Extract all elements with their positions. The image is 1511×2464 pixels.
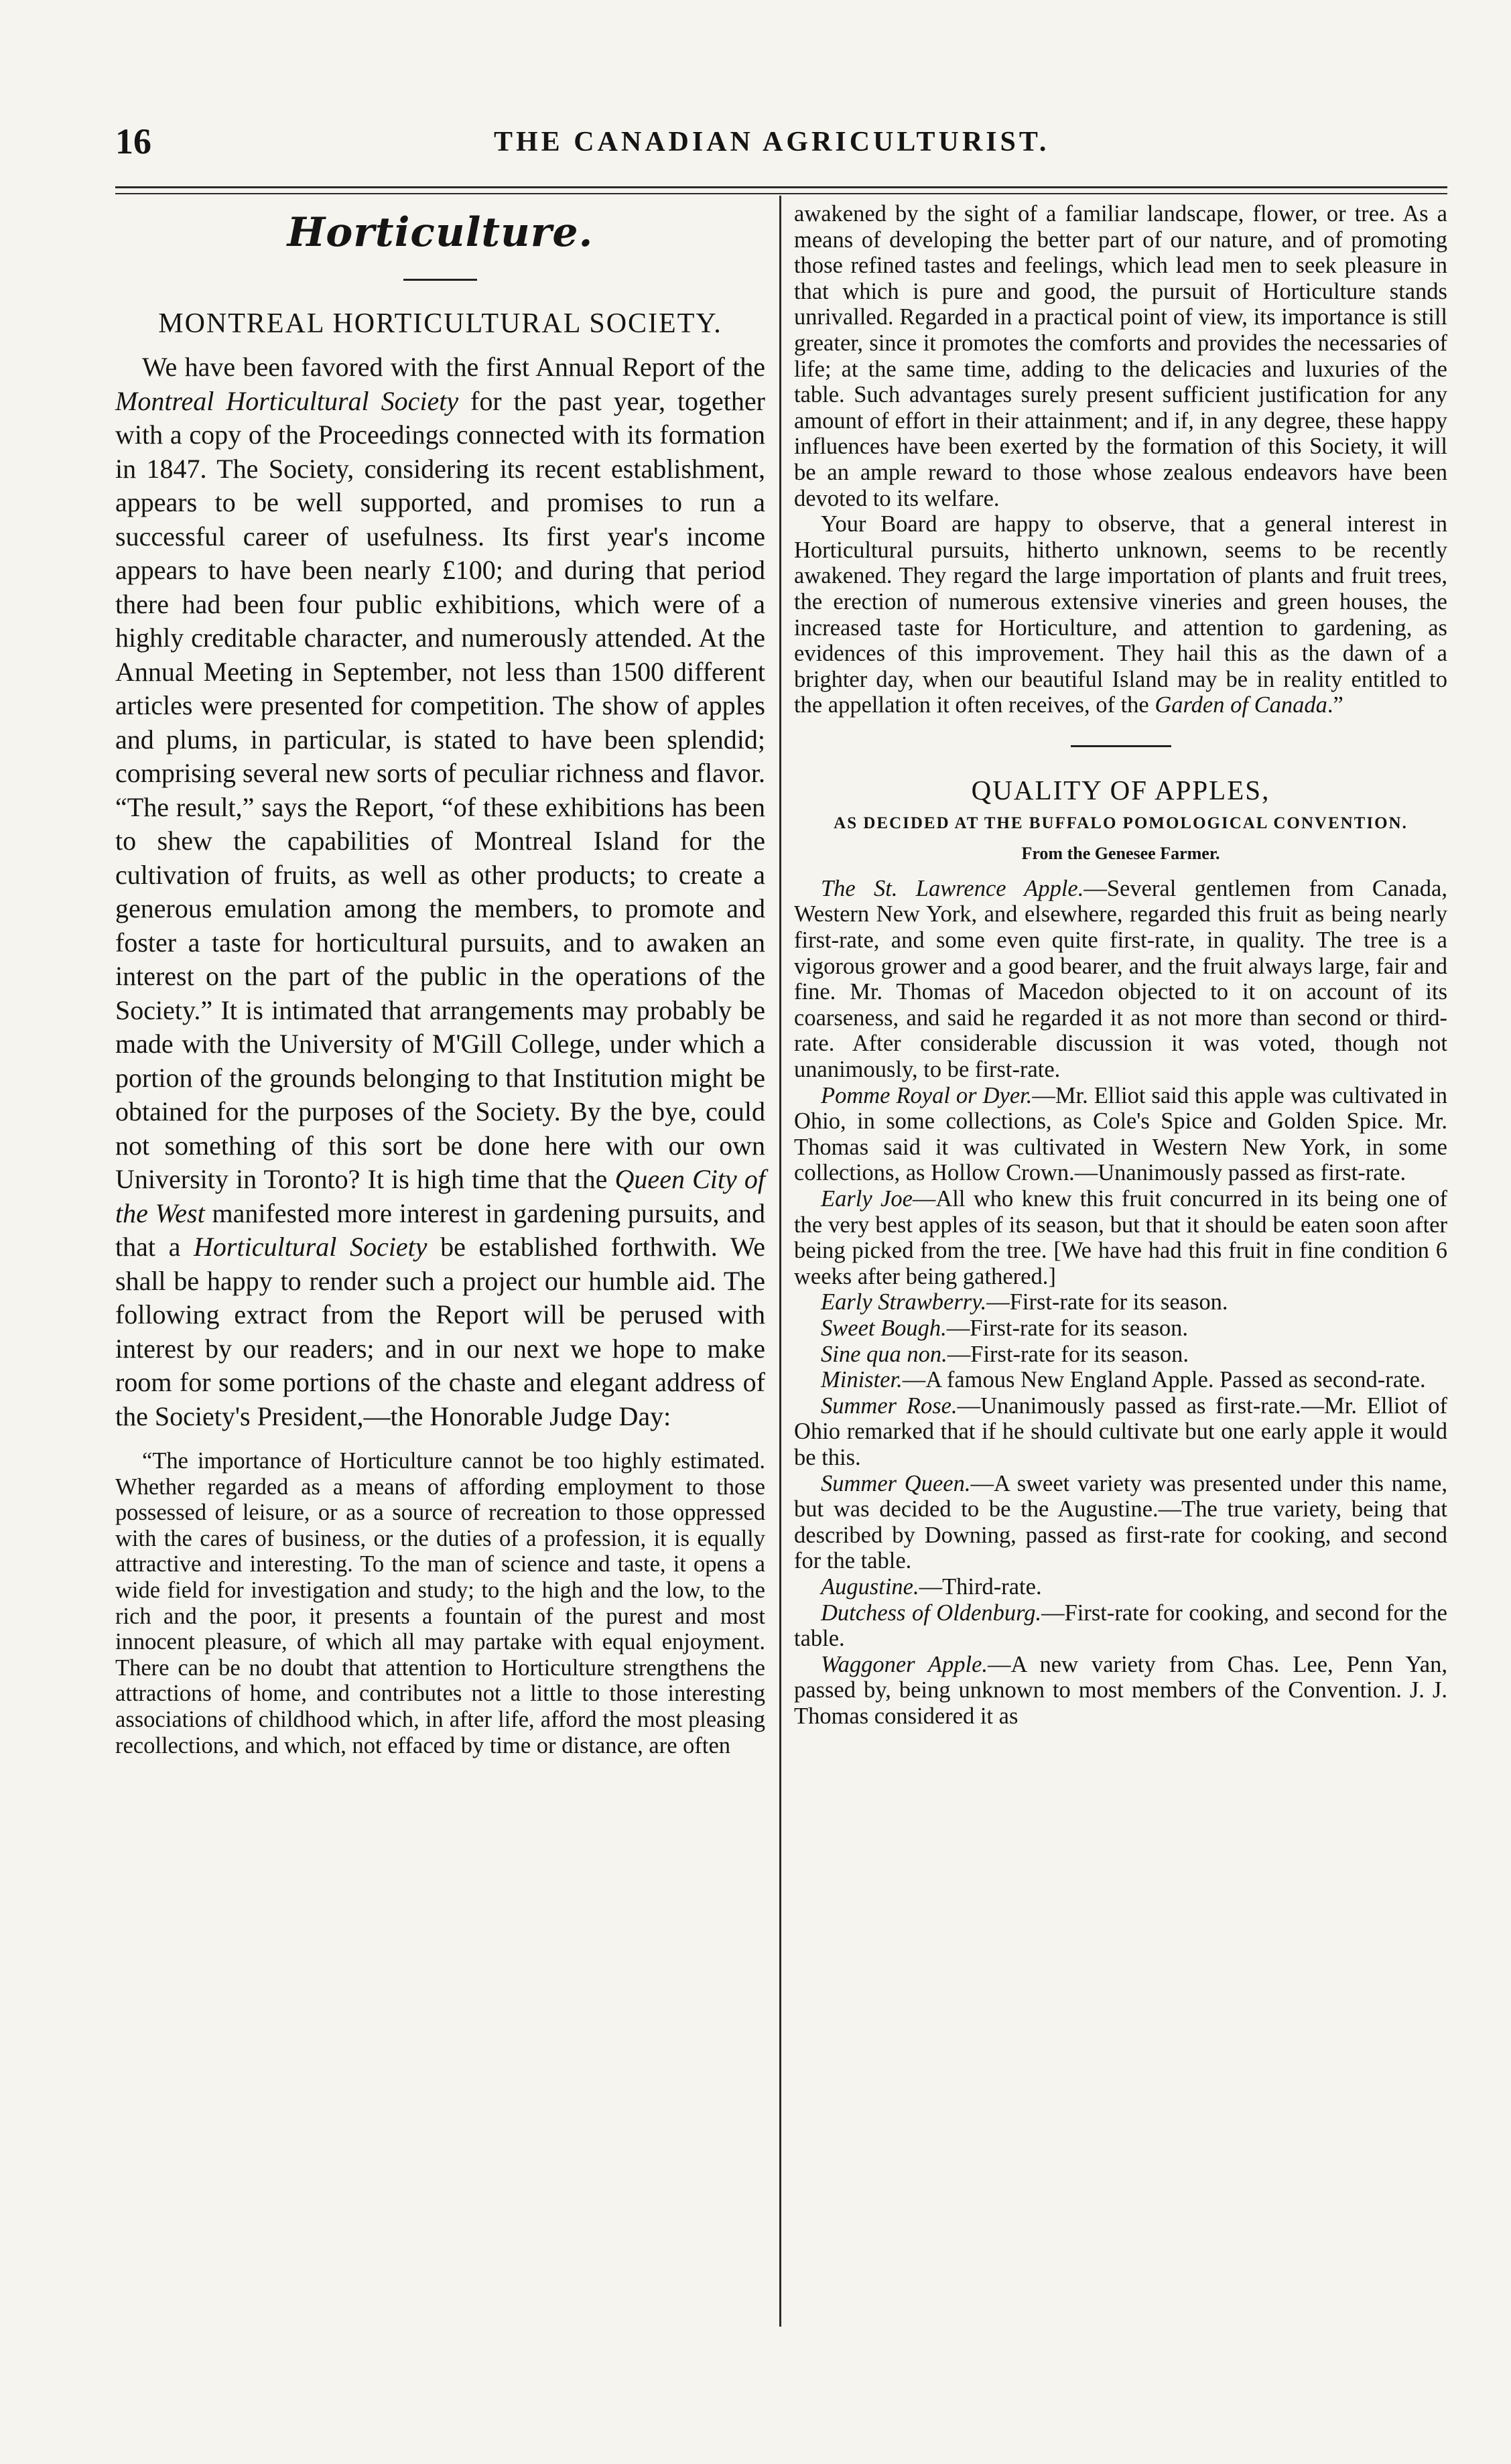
intro-text: for the past year, together with a copy of the Proceedings connected with its formation in 1847. The Society, considering its recent establishment, appears to be well supported, and promises to run a successful career of usefulness. Its first year's income appears to have been nearly £100; and during that period there had been four public exhibitions, which were of a highly creditable character, and numerously attended. At the Annual Meeting in September, not less than 1500 different articles were presented for competition. The show of apples and plums, in particular, is stated to have been splendid; comprising several new sorts of peculiar richness and flavor. “The result,” says the Report, “of these exhibitions has been to shew the capabilities of Montreal Island for the cultivation of fruits, as well as other products; to create a generous emulation among the members, to promote and foster a taste for horticultural pursuits, and to awaken an interest on the part of the public in the operations of the Society.” It is intimated that arrangements may probably be made with the University of M'Gill College, under which a portion of the grounds belonging to that Institution might be obtained for the purposes of the Society. By the bye, could not something of this sort be done here with our own University in Toronto? It is high time that the	[115, 385, 765, 1194]
article2-title: QUALITY OF APPLES,	[971, 774, 1270, 805]
apple-verdict: —Mr. Elliot said this apple was cultivated in Ohio, in some collections, as Cole's Spice and Golden Spice. Mr. Thomas said it was cultivated in Western New York, in some collections, as Hollow Crown.—Unanimously passed as first-rate.	[794, 1082, 1447, 1186]
apple-entry	[794, 1367, 1447, 1393]
apple-name: Augustine.	[821, 1573, 919, 1600]
board-italic-garden: Garden of Canada	[1155, 692, 1327, 718]
apple-entry	[794, 1315, 1447, 1342]
right-column	[794, 201, 1447, 1729]
page-number: 16	[115, 121, 151, 161]
report-quote: “The importance of Horticulture cannot be too highly estimated. Whether regarded as a means of affording employment to those possessed of leisure, or as a source of recreation to those oppressed with the cares of business, or the duties of a profession, it is equally attractive and interesting. To the man of science and taste, it opens a wide field for investigation and study; to the high and the low, to the rich and the poor, it presents a fountain of the purest and most innocent pleasure, of which all may partake with equal enjoyment. There can be no doubt that attention to Horticulture strengthens the attractions of home, and contributes not a little to those interesting associations of childhood which, in after life, afford the most pleasing recollections, and which, not effaced by time or distance, are often	[115, 1448, 765, 1758]
intro-text: We have been favored with the first Annual Report of the	[142, 352, 765, 382]
apple-name: Minister.	[821, 1367, 903, 1393]
apple-verdict: —First-rate for cooking, and second for the table.	[794, 1600, 1447, 1652]
journal-title: THE CANADIAN AGRICULTURIST.	[494, 127, 1050, 157]
apple-entry	[794, 1289, 1447, 1315]
section-rule	[403, 279, 477, 281]
apple-entries	[794, 876, 1447, 1730]
apple-name: Dutchess of Oldenburg.	[821, 1600, 1042, 1626]
intro-italic-queen-city: Queen City of the West	[115, 1164, 765, 1228]
apple-entry	[794, 1471, 1447, 1574]
apple-name: Waggoner Apple.	[821, 1651, 988, 1677]
department-heading: Horticulture.	[287, 209, 594, 256]
intro-italic-hort-society: Horticultural Society	[194, 1232, 428, 1262]
article2-source: From the Genesee Farmer.	[1021, 843, 1220, 863]
apple-verdict: —Unanimously passed as first-rate.—Mr. Elliot of Ohio remarked that if he should cultivate but one early apple it would be this.	[794, 1392, 1447, 1470]
apple-verdict: —All who knew this fruit concurred in its being one of the very best apples of its season, but that it should be eaten soon after being picked from the tree. [We have had this fruit in fine condition 6 weeks after being gathered.]	[794, 1186, 1447, 1289]
apple-name: Early Joe	[821, 1186, 913, 1212]
apple-verdict: —A new variety from Chas. Lee, Penn Yan, passed by, being unknown to most members of the Convention. J. J. Thomas considered it as	[794, 1651, 1447, 1729]
intro-text: be established forthwith. We shall be happy to render such a project our humble aid. The following extract from the Report will be perused with interest by our readers; and in our next we hope to make room for some portions of the chaste and elegant address of the Society's President,—the Honorable Judge Day:	[115, 1232, 766, 1431]
apple-entry	[794, 1083, 1447, 1186]
report-quote-board	[794, 511, 1447, 718]
apple-entry	[794, 1652, 1447, 1730]
article-title: MONTREAL HORTICULTURAL SOCIETY.	[158, 308, 722, 339]
intro-text: manifested more interest in gardening pursuits, and that a	[115, 1197, 765, 1262]
apple-name: Pomme Royal or Dyer.	[821, 1082, 1033, 1108]
section-rule	[1071, 745, 1171, 747]
apple-name: The St. Lawrence Apple.	[821, 875, 1084, 901]
page-header	[115, 121, 1447, 168]
intro-italic-society: Montreal Horticultural Society	[115, 385, 459, 416]
apple-entry	[794, 1393, 1447, 1471]
apple-entry	[794, 1574, 1447, 1600]
apple-name: Sweet Bough.	[821, 1315, 947, 1341]
apple-verdict: —First-rate for its season.	[946, 1315, 1189, 1341]
left-column	[115, 201, 765, 1758]
apple-name: Early Strawberry.	[821, 1289, 987, 1315]
board-text-end: .”	[1327, 692, 1343, 718]
apple-name: Summer Queen.	[821, 1470, 971, 1496]
header-rule	[115, 186, 1447, 188]
apple-entry	[794, 1342, 1447, 1368]
intro-paragraph	[115, 350, 765, 1433]
column-divider	[779, 196, 781, 2327]
apple-name: Sine qua non.	[821, 1341, 947, 1367]
board-text: Your Board are happy to observe, that a general interest in Horticultural pursuits, hitherto unknown, seems to be recently awakened. They regard the large importation of plants and fruit trees, the erection of numerous extensive vineries and green houses, the increased taste for Horticulture, and attention to gardening, as evidences of this improvement. They hail this as the dawn of a brighter day, when our beautiful Island may be in reality entitled to the appellation it often receives, of the	[794, 511, 1447, 718]
apple-name: Summer Rose.	[821, 1392, 958, 1419]
apple-entry	[794, 1186, 1447, 1289]
apple-verdict: —First-rate for its season.	[986, 1289, 1228, 1315]
apple-verdict: —A sweet variety was presented under this name, but was decided to be the Augustine.—The true variety, being that described by Downing, passed as first-rate for cooking, and second for the table.	[794, 1470, 1447, 1574]
report-quote-continued: awakened by the sight of a familiar landscape, flower, or tree. As a means of developing the better part of our nature, and of promoting those refined tastes and feelings, which lead men to seek pleasure in that which is pure and good, the pursuit of Horticulture stands unrivalled. Regarded in a practical point of view, its importance is still greater, since it promotes the comforts and provides the necessaries of life; at the same time, adding to the delicacies and luxuries of the table. Such advantages surely present sufficient justification for any amount of effort in their attainment; and if, in any degree, these happy influences have been exerted by the formation of this Society, it will be an ample reward to those whose zealous endeavors have been devoted to its welfare.	[794, 201, 1447, 511]
article2-subtitle: AS DECIDED AT THE BUFFALO POMOLOGICAL CONVENTION.	[834, 814, 1408, 832]
apple-verdict: —First-rate for its season.	[947, 1341, 1189, 1367]
header-rule-thin	[115, 193, 1447, 194]
apple-verdict: —A famous New England Apple. Passed as second-rate.	[902, 1367, 1426, 1393]
apple-verdict: —Several gentlemen from Canada, Western New York, and elsewhere, regarded this fruit as being nearly first-rate, and some even quite first-rate, in quality. The tree is a vigorous grower and a good bearer, and the fruit always large, fair and fine. Mr. Thomas of Macedon objected to it on account of its coarseness, and said he regarded it as not more than second or third-rate. After considerable discussion it was voted, though not unanimously, to be first-rate.	[794, 875, 1447, 1083]
apple-entry	[794, 876, 1447, 1083]
apple-entry	[794, 1600, 1447, 1652]
apple-verdict: —Third-rate.	[919, 1573, 1042, 1600]
